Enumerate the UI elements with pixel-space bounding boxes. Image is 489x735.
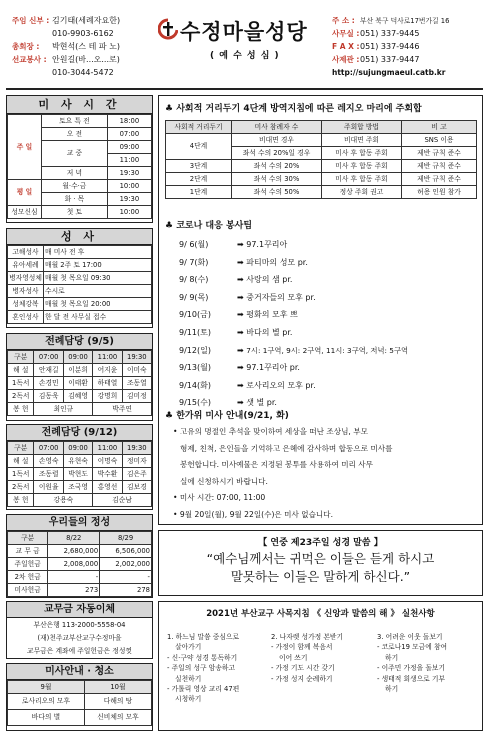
club-icon: ♣: [165, 411, 177, 421]
chuseok-heading: ♣ 한가위 미사 안내(9/21, 화): [165, 411, 289, 421]
guideline-col-1: 1. 하느님 말씀 중심으로 살아가기 - 신·구약 성경 통독하기 - 주일의 성구 암송하고 실천하기 - 가톨릭 영상 교리 47편 시청하기: [167, 633, 240, 704]
arrow-icon: ➡: [237, 275, 247, 285]
arrow-icon: ➡: [237, 398, 247, 408]
bank-account: 부산은행 113-2000-5558-04: [33, 621, 126, 629]
mass-times-section: [6, 95, 153, 223]
list-item: 9/10(금) ➡ 평화의 모후 쁘: [179, 310, 298, 320]
sacraments-title: 성 사: [7, 229, 152, 245]
arrow-icon: ➡: [237, 345, 247, 355]
mass-title: 미 사 시 간: [7, 96, 152, 114]
scripture-text: “예수님께서는 귀먹은 이들은 듣게 하시고 말못하는 이들은 말하게 하신다.”: [206, 551, 435, 584]
mission-phone-row: 010-3044-5472: [52, 68, 114, 77]
sunday-label: 주 일: [8, 115, 42, 180]
missions-title: 미사안내 · 청소: [7, 664, 152, 680]
guide-heading: ♣ 사회적 거리두기 4단계 방역지침에 따른 레지오 마리에 주회합: [165, 104, 422, 114]
weekday-label: 평 일: [8, 180, 42, 206]
church-logo: [158, 16, 308, 46]
transfer-title: 교무금 자동이체: [7, 602, 152, 618]
duty2-table: 구분 07:00 09:00 11:00 19:30 해 설 손영숙 유현숙 이명숙 정미자 1독서 조동렬 박현도 박수환 김은주 2독서 이원율 조국영 홍영선 김보경 봉 헌 강용숙 김순남: [7, 441, 152, 507]
fax-row: F A X :051) 337-9446: [332, 42, 420, 51]
header-address: [332, 14, 482, 79]
liturgy-duty-0905: [6, 333, 153, 421]
list-item: 9/ 7(화) ➡ 파티마의 성모 pr.: [179, 257, 308, 267]
pastor-row: 주임 신부 : 김기태(세례자요한): [12, 16, 121, 25]
scripture-section: [158, 530, 483, 596]
pastor-phone-row: 010-9903-6162: [52, 29, 114, 38]
transfer-note: 교무금은 계좌에 주일헌금은 정성껏: [27, 647, 132, 655]
scripture-title: 【 연중 제23주일 성경 말씀 】: [258, 538, 383, 548]
list-item: 9/14(화) ➡ 로사리오의 모후 pr.: [179, 380, 316, 390]
list-item: 9/13(월) ➡ 97.1꾸리아 pr.: [179, 363, 300, 373]
list-item: 9/11(토) ➡ 바다의 별 pr.: [179, 327, 293, 337]
guideline-title: 2021년 부산교구 사목지침 《 신앙과 말씀의 해 》 실천사항: [206, 609, 435, 619]
website-row: [332, 66, 482, 79]
church-subtitle: ( 예 수 성 심 ): [210, 51, 280, 61]
sacraments-table: 고해성사 매 미사 전 후 유아세례 매월 2주 토 17:00 병자영성체 매월 첫 목요일 09:30 병자성사 수시로 성체강복 매월 첫 목요일 20:00 혼인성사 한 달 전 사무실 접수: [7, 245, 152, 324]
rectory-row: 사제관 :051) 337-9447: [332, 55, 420, 64]
corona-heading: ♣ 코로나 대응 봉사팀: [165, 221, 253, 231]
arrow-icon: ➡: [237, 240, 247, 249]
pastoral-guideline-section: [158, 601, 483, 731]
club-icon: ♣: [165, 221, 177, 231]
church-icon: [158, 18, 178, 42]
duty1-table: 구분 07:00 09:00 11:00 19:30 해 설 안재길 이분희 어지윤 이미숙 1독서 손경민 이태환 하태열 조동열 2독서 김동욱 김혜영 강명희 김미정 봉 헌 최인규 박주연: [7, 350, 152, 416]
header-contacts: [12, 14, 152, 79]
guideline-col-2: 2. 나자렛 성가정 본받기 - 가정이 함께 복음서 이어 쓰기 - 가정 기도 시간 갖기 - 가정 성지 순례하기: [271, 633, 344, 683]
list-item: 9/ 8(수) ➡ 사랑의 샘 pr.: [179, 275, 293, 285]
header-divider: [6, 88, 483, 90]
website-link[interactable]: http://sujungmaeul.catb.kr: [332, 68, 446, 77]
guide-table: 사회적 거리두기 미사 참례자 수 주회합 방법 비 고 4단계 비대면 경우 비대면 주회 SNS 이용 좌석 수의 20%일 경우 미사 후 합동 주회 제반 규칙 준수 3단계 좌석 수의 20% 미사 후 합동 주회 제반 규칙 준수 2단계 좌석 수의 30% 미사 후 합동 주회 제반 규칙 준수 1단계 좌석 수의 50% 정상 주회 권고 허용 인원 참가: [165, 120, 477, 199]
arrow-icon: ➡: [237, 380, 247, 390]
guideline-col-3: 3. 어려운 이웃 돌보기 - 코로나19 모금에 참여 하기 - 이주민 가정을 돌보기 - 생태적 회생으로 기부 하기: [377, 633, 448, 694]
no-mass-notice: 9월 20일(월), 9월 22일(수)은 미사 없습니다.: [179, 509, 334, 519]
arrow-icon: ➡: [237, 327, 247, 337]
list-item: 9/ 6(월) ➡ 97.1꾸리아: [179, 240, 288, 249]
duty2-title: 전례담당 (9/12): [7, 425, 152, 441]
church-name: 수정마을성당: [180, 20, 308, 44]
office-row: 사무실 :051) 337-9445: [332, 29, 420, 38]
offering-title: 우리들의 정성: [7, 515, 152, 531]
auto-transfer-section: [6, 601, 153, 659]
notices-section: [158, 95, 483, 525]
president-row: 총회장 : 박현석(스 테 파 노): [12, 42, 120, 51]
mission-row: 선교봉사 : 안원길(바...오...로): [12, 55, 120, 64]
club-icon: ♣: [165, 104, 177, 114]
mass-table: 주 일 토요 특 전 18:00 오 전 07:00 교 중 09:00 11:00 저 녁 19:30 평 일 월·수·금 10:00 화 · 목 19:30 성모신심 첫 토 10:00: [7, 114, 152, 219]
offering-section: [6, 514, 153, 598]
liturgy-duty-0912: [6, 424, 153, 510]
arrow-icon: ➡: [237, 292, 247, 302]
chuseok-body: • 고유의 명절인 추석을 맞이하여 세상을 떠난 조상님, 부모 형제, 친척, 은인들을 기억하고 은혜에 감사하며 합동으로 미사를 봉헌합니다. 미사예물은 지정된 봉투를 사용하여 미리 사무 실에 신청하시기 바랍니다. • 미사 시간: 07:00, 11:00 • 9월 20일(월), 9월 22일(수)은 미사 없습니다.: [173, 427, 393, 519]
list-item: 9/15(수) ➡ 샛 별 pr.: [179, 398, 277, 408]
arrow-icon: ➡: [237, 310, 247, 320]
arrow-icon: ➡: [237, 257, 247, 267]
offering-table: 구분 8/22 8/29 교 무 금 2,680,000 6,506,000 주일헌금 2,008,000 2,002,000 2차 헌금 - - 미사헌금 273 278: [7, 531, 152, 597]
missions-table: 9월 10월 로사리오의 모후 다해의 탕 바다의 별 신비체의 모후: [7, 680, 152, 726]
list-item: 9/12(일) ➡ 7시: 1구역, 9시: 2구역, 11시: 3구역, 저녁: 5구역: [179, 345, 409, 355]
corona-list: [179, 236, 479, 412]
arrow-icon: ➡: [237, 363, 247, 373]
address-row: 주 소 : 부산 북구 덕사로17번가길 16: [332, 16, 450, 25]
duty1-title: 전례담당 (9/5): [7, 334, 152, 350]
mission-cleaning-section: [6, 663, 153, 731]
mass-time: 미사 시간: 07:00, 11:00: [179, 493, 266, 502]
account-holder: (재)천주교부산교구수정마을: [37, 634, 122, 642]
sacraments-section: [6, 228, 153, 328]
list-item: 9/ 9(목) ➡ 중거자들의 모후 pr.: [179, 292, 316, 302]
